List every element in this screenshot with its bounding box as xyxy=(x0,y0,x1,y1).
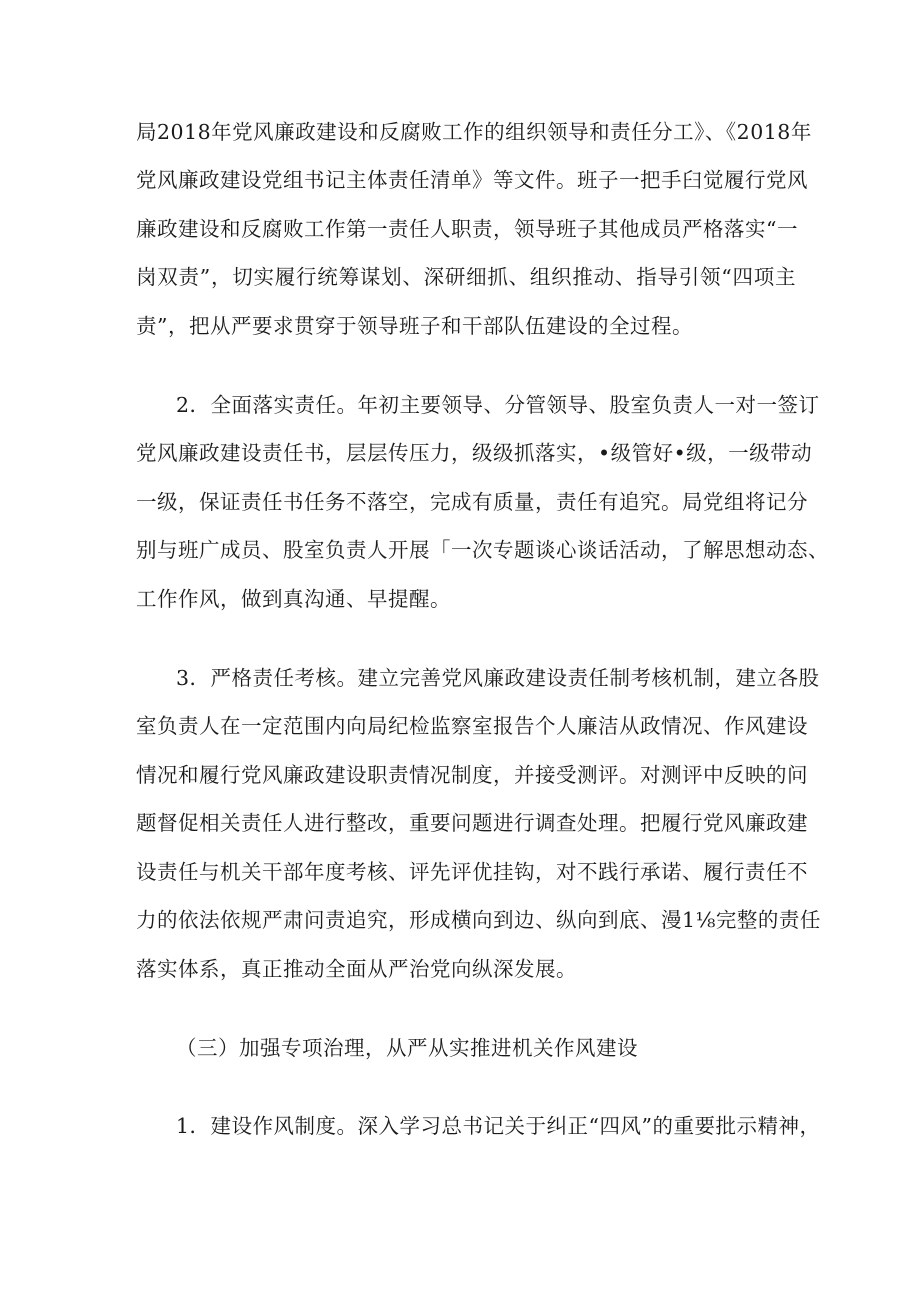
paragraph-line: 2．全面落实责任。年初主要领导、分管领导、股室负责人一对一签订 xyxy=(176,393,820,417)
paragraph-line: 题督促相关责任人进行整改，重要问题进行调查处理。把履行党风廉政建 xyxy=(136,811,808,835)
paragraph-line: 党风廉政建设责任书，层层传压力，级级抓落实，•级管好•级，一级带动 xyxy=(136,441,813,465)
paragraph-line: 1．建设作风制度。深入学习总书记关于纠正“四风”的重要批示精神， xyxy=(176,1114,821,1138)
paragraph-line: 一级，保证责任书任务不落空，完成有质量，责任有追究。局党组将记分 xyxy=(136,490,808,514)
paragraph-line: 力的依法依规严肃问责追究，形成横向到边、纵向到底、漫1⅛完整的责任 xyxy=(136,908,821,932)
paragraph-line: 情况和履行党风廉政建设职责情况制度，并接受测评。对测评中反映的问 xyxy=(136,763,808,787)
paragraph-line: 岗双责”，切实履行统筹谋划、深研细抓、组织推动、指导引领“四项主 xyxy=(136,265,796,289)
paragraph-line: 责”，把从严要求贯穿于领导班子和干部队伍建设的全过程。 xyxy=(136,314,693,338)
paragraph-line: 局2018年党风廉政建设和反腐败工作的组织领导和责任分工》、《2018年 xyxy=(136,120,812,144)
paragraph-line: 3．严格责任考核。建立完善党风廉政建设责任制考核机制，建立各股 xyxy=(176,666,820,690)
paragraph-line: 党风廉政建设党组书记主体责任清单》等文件。班子一把手臼觉履行党风 xyxy=(136,168,808,192)
paragraph-line: 廉政建设和反腐败工作第一责任人职责，领导班子其他成员严格落实“一 xyxy=(136,217,798,241)
section-heading: （三）加强专项治理，从严从实推进机关作风建设 xyxy=(176,1036,638,1060)
paragraph-line: 设责任与机关干部年度考核、评先评优挂钩，对不践行承诺、履行责任不 xyxy=(136,860,808,884)
paragraph-line: 工作作风，做到真沟通、早提醒。 xyxy=(136,587,451,611)
paragraph-line: 别与班广成员、股室负责人开展「一次专题谈心谈话活动，了解思想动态、 xyxy=(136,538,829,562)
paragraph-line: 室负责人在一定范围内向局纪检监察室报告个人廉洁从政情况、作风建设 xyxy=(136,714,808,738)
paragraph-line: 落实体系，真正推动全面从严治党向纵深发展。 xyxy=(136,957,577,981)
